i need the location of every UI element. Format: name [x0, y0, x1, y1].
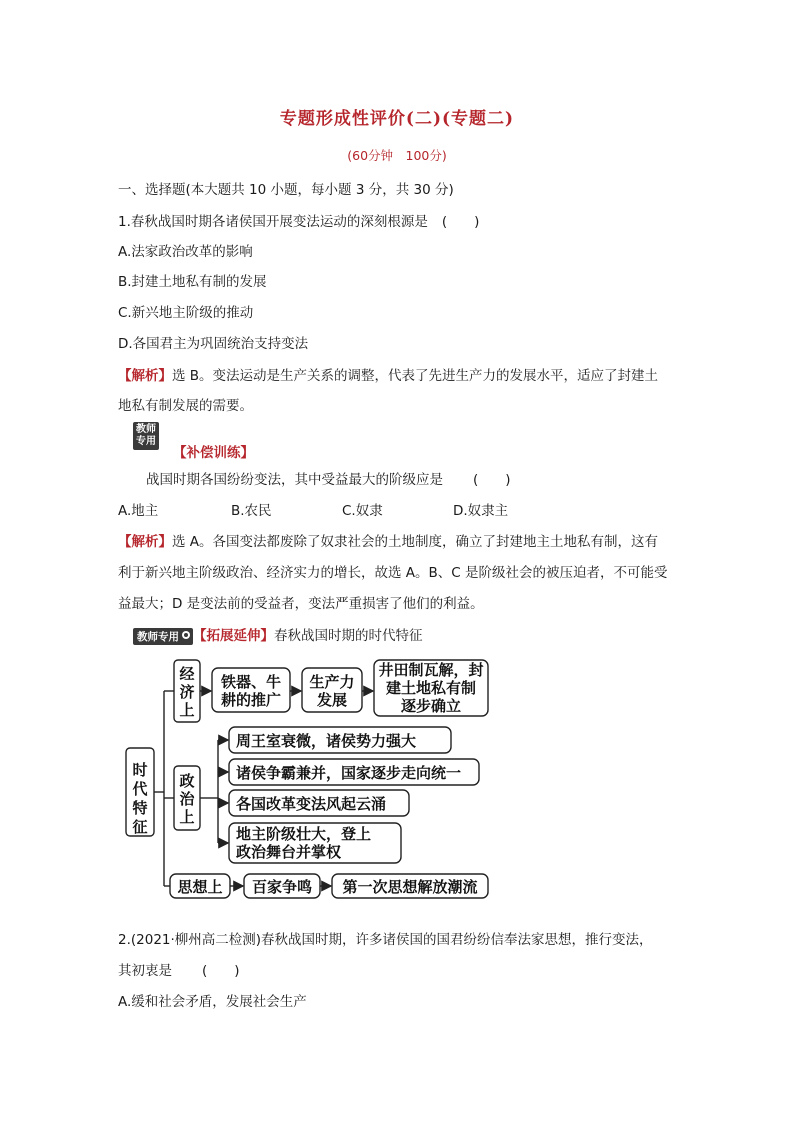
politics-item-3: 各国改革变法风起云涌 — [236, 795, 387, 813]
badge-text: 教师专用 — [137, 631, 179, 643]
option-d: D.奴隶主 — [453, 503, 509, 519]
answer-blank: ( ) — [473, 472, 511, 488]
option-c: C.新兴地主阶级的推动 — [118, 305, 254, 321]
supplement-analysis-line-3: 益最大；D 是变法前的受益者，变法严重损害了他们的利益。 — [118, 596, 484, 612]
extension-label: 【拓展延伸】 — [193, 628, 274, 644]
question-1-text: 1.春秋战国时期各诸侯国开展变法运动的深刻根源是 — [118, 214, 428, 230]
root-char: 时 — [132, 761, 148, 779]
answer-blank: ( ) — [441, 214, 480, 230]
answer-blank: ( ) — [202, 963, 240, 979]
supplement-label-text: 【补偿训练】 — [173, 445, 254, 461]
politics-char: 政 — [179, 772, 195, 790]
page-title: 专题形成性评价(二)(专题二) — [279, 109, 515, 129]
econ-step3-line-2: 建土地私有制 — [385, 679, 477, 697]
econ-step1-line-2: 耕的推广 — [220, 691, 282, 709]
thought-label: 思想上 — [177, 878, 223, 896]
question-2-stem-line-1: 2.(2021·柳州高二检测)春秋战国时期，许多诸侯国的国君纷纷信奉法家思想，推行变法， — [118, 932, 653, 948]
section-heading: 一、选择题(本大题共 10 小题，每小题 3 分，共 30 分) — [118, 182, 454, 198]
badge-line-1: 教师 — [136, 424, 156, 435]
analysis-label: 【解析】 — [118, 534, 172, 550]
option-c: C.奴隶 — [342, 503, 383, 519]
thought-step1: 百家争鸣 — [251, 878, 313, 896]
option-a: A.地主 — [118, 503, 159, 519]
analysis-label: 【解析】 — [118, 368, 172, 384]
politics-item-4-line-2: 政治舞台并掌权 — [236, 843, 342, 861]
page-subtitle: (60分钟 100分) — [347, 148, 447, 163]
option-a: A.法家政治改革的影响 — [118, 244, 253, 260]
badge-line-2: 专用 — [136, 436, 156, 447]
extension-text: 春秋战国时期的时代特征 — [274, 628, 423, 644]
root-char: 代 — [132, 780, 148, 798]
politics-item-1: 周王室衰微，诸侯势力强大 — [236, 732, 417, 750]
option-d: D.各国君主为巩固统治支持变法 — [118, 336, 309, 352]
economy-char: 经 — [179, 665, 195, 683]
econ-step1-line-1: 铁器、牛 — [220, 673, 282, 691]
analysis-text: 选 A。各国变法都废除了奴隶社会的土地制度，确立了封建地主土地私有制，这有 — [172, 534, 659, 550]
econ-step2-line-2: 发展 — [316, 691, 348, 709]
politics-char: 治 — [179, 790, 195, 808]
q1-analysis-line-2: 地私有制发展的需要。 — [118, 398, 253, 414]
analysis-text: 选 B。变法运动是生产关系的调整，代表了先进生产力的发展水平，适应了封建土 — [172, 368, 659, 384]
economy-char: 济 — [179, 683, 195, 701]
question-2-stem-line-2 — [118, 959, 240, 979]
supplement-analysis-line-2: 利于新兴地主阶级政治、经济实力的增长，故选 A。B、C 是阶级社会的被压迫者，不可能受 — [118, 565, 668, 581]
politics-item-2: 诸侯争霸兼并，国家逐步走向统一 — [236, 764, 462, 782]
econ-step3-line-3: 逐步确立 — [400, 697, 462, 715]
thought-step2: 第一次思想解放潮流 — [342, 878, 478, 896]
politics-item-4-line-1: 地主阶级壮大，登上 — [236, 825, 372, 843]
politics-char: 上 — [179, 808, 195, 826]
supplement-stem-text: 战国时期各国纷纷变法，其中受益最大的阶级应是 — [146, 472, 443, 488]
root-char: 特 — [132, 799, 148, 817]
econ-step3-line-1: 井田制瓦解，封 — [378, 661, 484, 679]
option-b: B.封建土地私有制的发展 — [118, 274, 267, 290]
option-b: B.农民 — [231, 503, 272, 519]
economy-char: 上 — [179, 701, 195, 719]
option-a: A.缓和社会矛盾，发展社会生产 — [118, 994, 307, 1010]
econ-step2-line-1: 生产力 — [309, 673, 355, 691]
root-char: 征 — [132, 818, 148, 836]
question-2-text: 其初衷是 — [118, 963, 172, 979]
